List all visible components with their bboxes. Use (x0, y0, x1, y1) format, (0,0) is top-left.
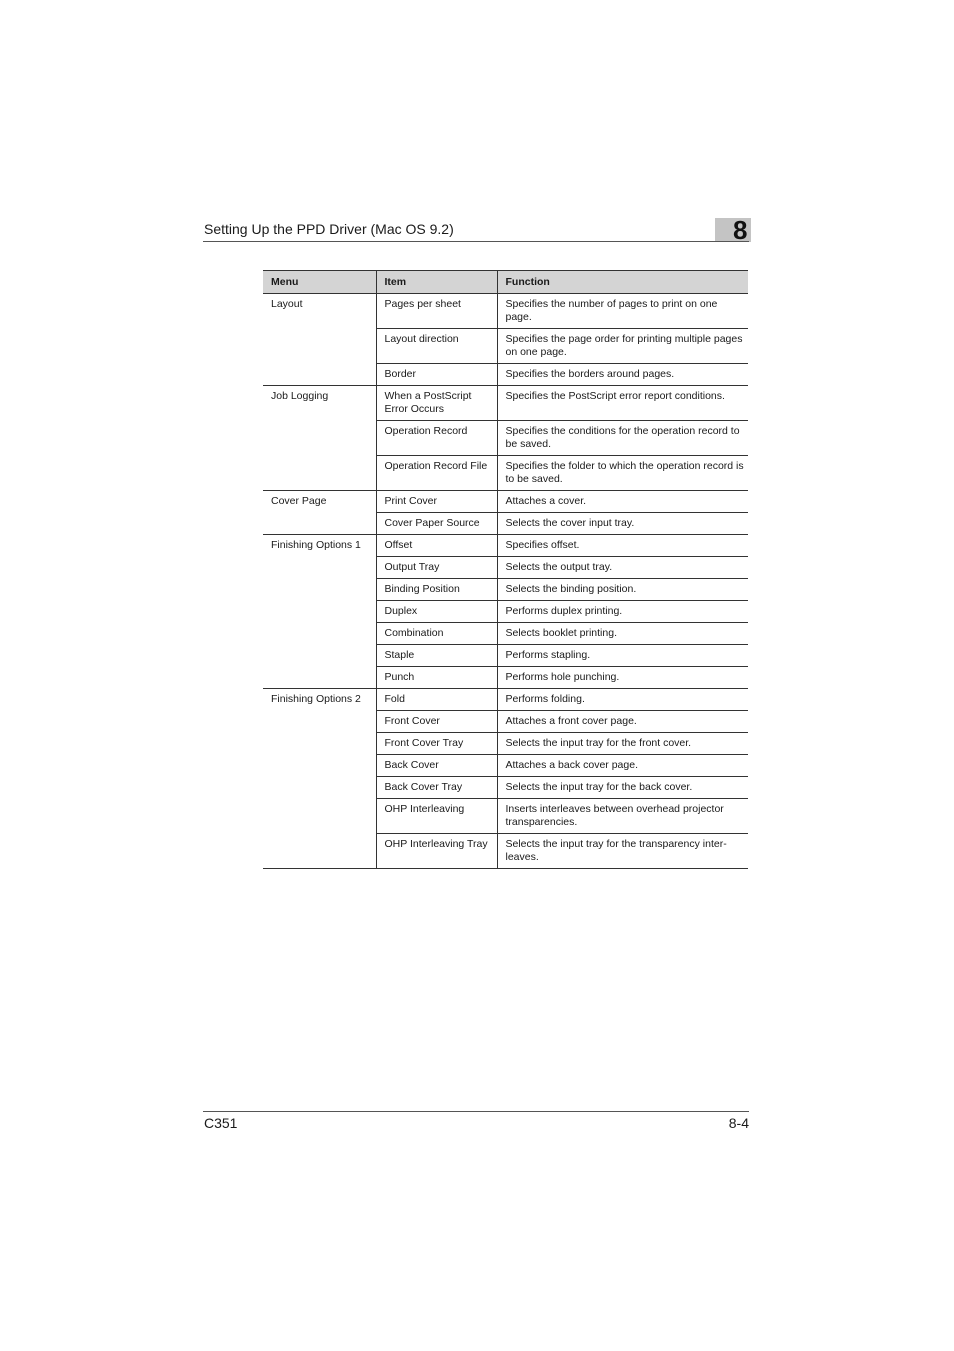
footer-divider (203, 1111, 749, 1112)
item-cell: Offset (376, 535, 497, 557)
item-cell: Front Cover (376, 711, 497, 733)
table-row (263, 386, 748, 421)
column-header-item: Item (376, 271, 497, 294)
function-cell: Selects booklet printing. (497, 623, 748, 645)
item-cell: Back Cover Tray (376, 777, 497, 799)
menu-cell: Finishing Options 2 (263, 689, 376, 869)
item-cell: Front Cover Tray (376, 733, 497, 755)
menu-cell: Cover Page (263, 491, 376, 535)
item-cell: OHP Interleaving Tray (376, 834, 497, 869)
function-cell: Inserts interleaves between overhead projector transparencies. (497, 799, 748, 834)
item-cell: Operation Record (376, 421, 497, 456)
item-cell: Fold (376, 689, 497, 711)
table-row (263, 294, 748, 329)
function-cell: Specifies the number of pages to print on one page. (497, 294, 748, 329)
function-cell: Attaches a cover. (497, 491, 748, 513)
menu-cell: Layout (263, 294, 376, 386)
function-cell: Performs stapling. (497, 645, 748, 667)
function-cell: Attaches a back cover page. (497, 755, 748, 777)
item-cell: Pages per sheet (376, 294, 497, 329)
function-cell: Selects the input tray for the front cover. (497, 733, 748, 755)
item-cell: Layout direction (376, 329, 497, 364)
menu-cell: Job Logging (263, 386, 376, 491)
function-cell: Attaches a front cover page. (497, 711, 748, 733)
footer-page-number: 8-4 (728, 1115, 749, 1131)
chapter-number: 8 (733, 215, 748, 245)
function-cell: Performs folding. (497, 689, 748, 711)
item-cell: Operation Record File (376, 456, 497, 491)
page-header-title: Setting Up the PPD Driver (Mac OS 9.2) (204, 221, 454, 237)
function-cell: Specifies the PostScript error report conditions. (497, 386, 748, 421)
header-divider (203, 241, 749, 242)
function-cell: Selects the output tray. (497, 557, 748, 579)
item-cell: Punch (376, 667, 497, 689)
table-row (263, 535, 748, 557)
item-cell: When a PostScript Error Occurs (376, 386, 497, 421)
item-cell: Binding Position (376, 579, 497, 601)
table-header-row (263, 271, 748, 294)
function-cell: Specifies the conditions for the operation record to be saved. (497, 421, 748, 456)
table-row (263, 689, 748, 711)
item-cell: Combination (376, 623, 497, 645)
item-cell: Duplex (376, 601, 497, 623)
menu-cell: Finishing Options 1 (263, 535, 376, 689)
item-cell: Cover Paper Source (376, 513, 497, 535)
function-cell: Selects the binding position. (497, 579, 748, 601)
item-cell: Print Cover (376, 491, 497, 513)
column-header-function: Function (497, 271, 748, 294)
settings-table (263, 270, 748, 869)
item-cell: OHP Interleaving (376, 799, 497, 834)
item-cell: Back Cover (376, 755, 497, 777)
function-cell: Specifies the borders around pages. (497, 364, 748, 386)
function-cell: Specifies the page order for printing multiple pages on one page. (497, 329, 748, 364)
function-cell: Specifies the folder to which the operation record is to be saved. (497, 456, 748, 491)
item-cell: Output Tray (376, 557, 497, 579)
item-cell: Staple (376, 645, 497, 667)
item-cell: Border (376, 364, 497, 386)
function-cell: Performs duplex printing. (497, 601, 748, 623)
function-cell: Selects the input tray for the back cover. (497, 777, 748, 799)
function-cell: Selects the input tray for the transparency inter-leaves. (497, 834, 748, 869)
table-row (263, 491, 748, 513)
column-header-menu: Menu (263, 271, 376, 294)
function-cell: Selects the cover input tray. (497, 513, 748, 535)
function-cell: Specifies offset. (497, 535, 748, 557)
function-cell: Performs hole punching. (497, 667, 748, 689)
footer-model: C351 (204, 1115, 238, 1131)
